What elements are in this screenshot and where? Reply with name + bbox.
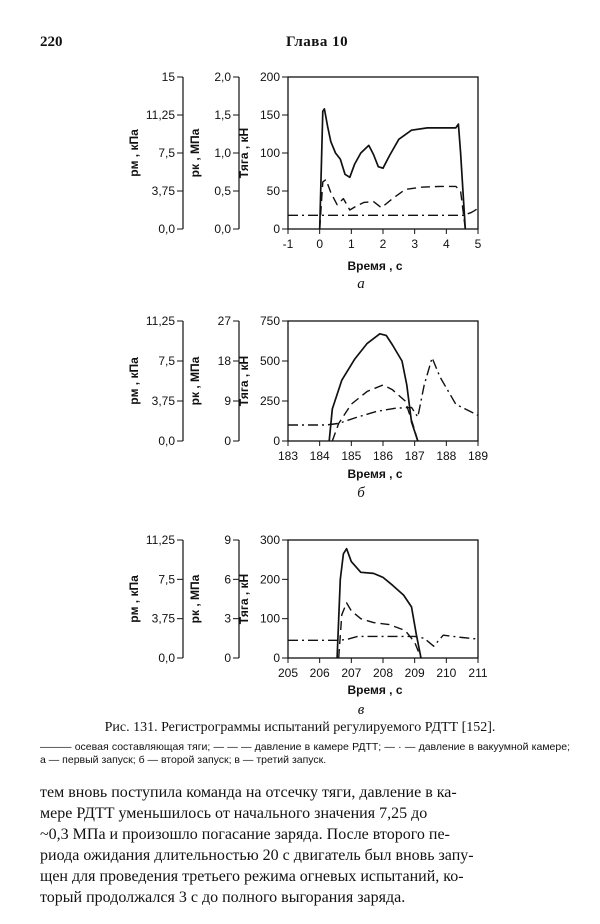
series-dashdot-line bbox=[288, 358, 478, 425]
panel-label: б bbox=[357, 485, 365, 501]
y-tick-label: 9 bbox=[224, 394, 231, 408]
y-axis-label: Тяга , кН bbox=[237, 355, 251, 407]
x-axis-label: Время , с bbox=[347, 259, 403, 273]
x-tick-label: 1 bbox=[347, 237, 355, 251]
x-axis-label: Время , с bbox=[347, 467, 403, 481]
y-axis-label: pм , кПа bbox=[127, 357, 141, 405]
body-line: тем вновь поступила команда на отсечку тяги, давление в ка- bbox=[40, 784, 457, 801]
y-tick-label: 750 bbox=[259, 314, 280, 328]
page-number: 220 bbox=[40, 34, 63, 50]
y-tick-label: 0 bbox=[224, 651, 231, 665]
x-tick-label: 189 bbox=[467, 449, 489, 463]
x-tick-label: 205 bbox=[277, 666, 299, 680]
figure-caption: Рис. 131. Регистрограммы испытаний регулируемого РДТТ [152]. bbox=[104, 720, 496, 735]
series-dashdot-line bbox=[288, 209, 478, 216]
chart-panel-б bbox=[177, 321, 478, 446]
x-tick-label: 2 bbox=[379, 237, 387, 251]
y-tick-label: 150 bbox=[259, 108, 280, 122]
y-axis-label: pм , кПа bbox=[127, 129, 141, 177]
y-tick-label: 500 bbox=[259, 354, 280, 368]
x-tick-label: 209 bbox=[404, 666, 425, 680]
y-tick-label: 1,5 bbox=[214, 108, 231, 122]
y-tick-label: 200 bbox=[259, 572, 280, 587]
x-tick-label: 206 bbox=[309, 666, 330, 680]
body-paragraph bbox=[40, 782, 560, 908]
series-solid-line bbox=[329, 334, 418, 441]
x-tick-label: 211 bbox=[468, 666, 488, 680]
plot-frame bbox=[288, 77, 478, 229]
body-line: мере РДТТ уменьшилось от начального значения 7,25 до bbox=[40, 805, 428, 822]
series-dashed-line bbox=[320, 180, 466, 229]
series-solid-line bbox=[320, 109, 466, 229]
x-tick-label: 207 bbox=[341, 666, 362, 680]
y-tick-label: 0 bbox=[273, 222, 280, 236]
y-tick-label: 2,0 bbox=[214, 70, 231, 84]
x-axis-label: Время , с bbox=[347, 683, 403, 697]
y-tick-label: 50 bbox=[266, 184, 280, 198]
series-solid-line bbox=[337, 549, 421, 658]
y-tick-label: 1,0 bbox=[214, 146, 231, 160]
x-tick-label: 0 bbox=[316, 237, 324, 251]
y-tick-label: 3,75 bbox=[151, 184, 175, 198]
chapter-title: Глава 10 bbox=[286, 34, 349, 50]
y-tick-label: 3 bbox=[224, 611, 231, 626]
y-tick-label: 0,0 bbox=[214, 222, 231, 236]
y-tick-label: 7,5 bbox=[158, 572, 175, 587]
x-tick-label: 184 bbox=[309, 449, 330, 463]
y-tick-label: 11,25 bbox=[145, 533, 175, 547]
y-tick-label: 7,5 bbox=[158, 354, 175, 368]
x-tick-label: 3 bbox=[411, 237, 419, 251]
x-tick-label: 183 bbox=[277, 449, 299, 463]
y-axis-label: pк , МПа bbox=[188, 574, 202, 624]
x-tick-label: 4 bbox=[442, 237, 450, 251]
y-tick-label: 0 bbox=[273, 434, 280, 448]
y-tick-label: 18 bbox=[217, 354, 231, 368]
figure-legend: ——— осевая составляющая тяги; — — — давление в камере РДТТ; — · — давление в вакуумной камере; а — первый запуск; б — второй запуск; в — третий запуск. bbox=[40, 741, 570, 766]
y-tick-label: 100 bbox=[259, 611, 280, 626]
x-tick-label: 185 bbox=[341, 449, 362, 463]
y-axis-label: Тяга , кН bbox=[237, 127, 251, 179]
y-tick-label: 0 bbox=[224, 434, 231, 448]
x-tick-label: 208 bbox=[372, 666, 394, 680]
y-tick-label: 11,25 bbox=[145, 108, 175, 122]
series-dashed-line bbox=[332, 385, 418, 441]
plot-frame bbox=[288, 321, 478, 441]
body-line: риода ожидания длительностью 20 с двигатель был вновь запу- bbox=[40, 847, 474, 864]
panel-label: а bbox=[357, 276, 365, 292]
x-tick-label: 5 bbox=[474, 237, 482, 251]
y-tick-label: 300 bbox=[259, 533, 280, 547]
x-tick-label: 210 bbox=[436, 666, 457, 680]
panel-label: в bbox=[357, 702, 365, 718]
y-tick-label: 250 bbox=[259, 394, 280, 408]
y-tick-label: 0,5 bbox=[214, 184, 231, 198]
y-tick-label: 3,75 bbox=[151, 611, 175, 626]
y-tick-label: 11,25 bbox=[145, 314, 175, 328]
x-tick-label: 187 bbox=[404, 449, 425, 463]
body-line: ~0,3 МПа и произошло погасание заряда. После второго пе- bbox=[40, 826, 450, 843]
y-tick-label: 0,0 bbox=[158, 651, 175, 665]
x-tick-label: 186 bbox=[372, 449, 394, 463]
y-axis-label: Тяга , кН bbox=[237, 573, 251, 625]
y-tick-label: 15 bbox=[161, 70, 175, 84]
x-tick-label: 188 bbox=[436, 449, 457, 463]
body-line: торый продолжался 3 с до полного выгорания заряда. bbox=[40, 889, 406, 906]
y-tick-label: 0 bbox=[273, 651, 280, 665]
y-tick-label: 100 bbox=[259, 146, 280, 160]
y-axis-label: pм , кПа bbox=[127, 575, 141, 623]
chart-panel-в bbox=[177, 540, 478, 663]
y-tick-label: 27 bbox=[217, 314, 231, 328]
y-tick-label: 0,0 bbox=[158, 222, 175, 236]
y-tick-label: 0,0 bbox=[158, 434, 175, 448]
x-tick-label: -1 bbox=[282, 237, 294, 251]
y-tick-label: 3,75 bbox=[151, 394, 175, 408]
body-line: щен для проведения третьего режима огневых испытаний, ко- bbox=[40, 868, 464, 885]
y-tick-label: 200 bbox=[259, 70, 280, 84]
y-tick-label: 7,5 bbox=[158, 146, 175, 160]
series-dashed-line bbox=[339, 603, 421, 658]
y-tick-label: 9 bbox=[224, 533, 231, 547]
y-axis-label: pк , МПа bbox=[188, 356, 202, 406]
y-axis-label: pк , МПа bbox=[188, 128, 202, 178]
y-tick-label: 6 bbox=[224, 572, 231, 587]
series-dashdot-line bbox=[288, 635, 478, 646]
